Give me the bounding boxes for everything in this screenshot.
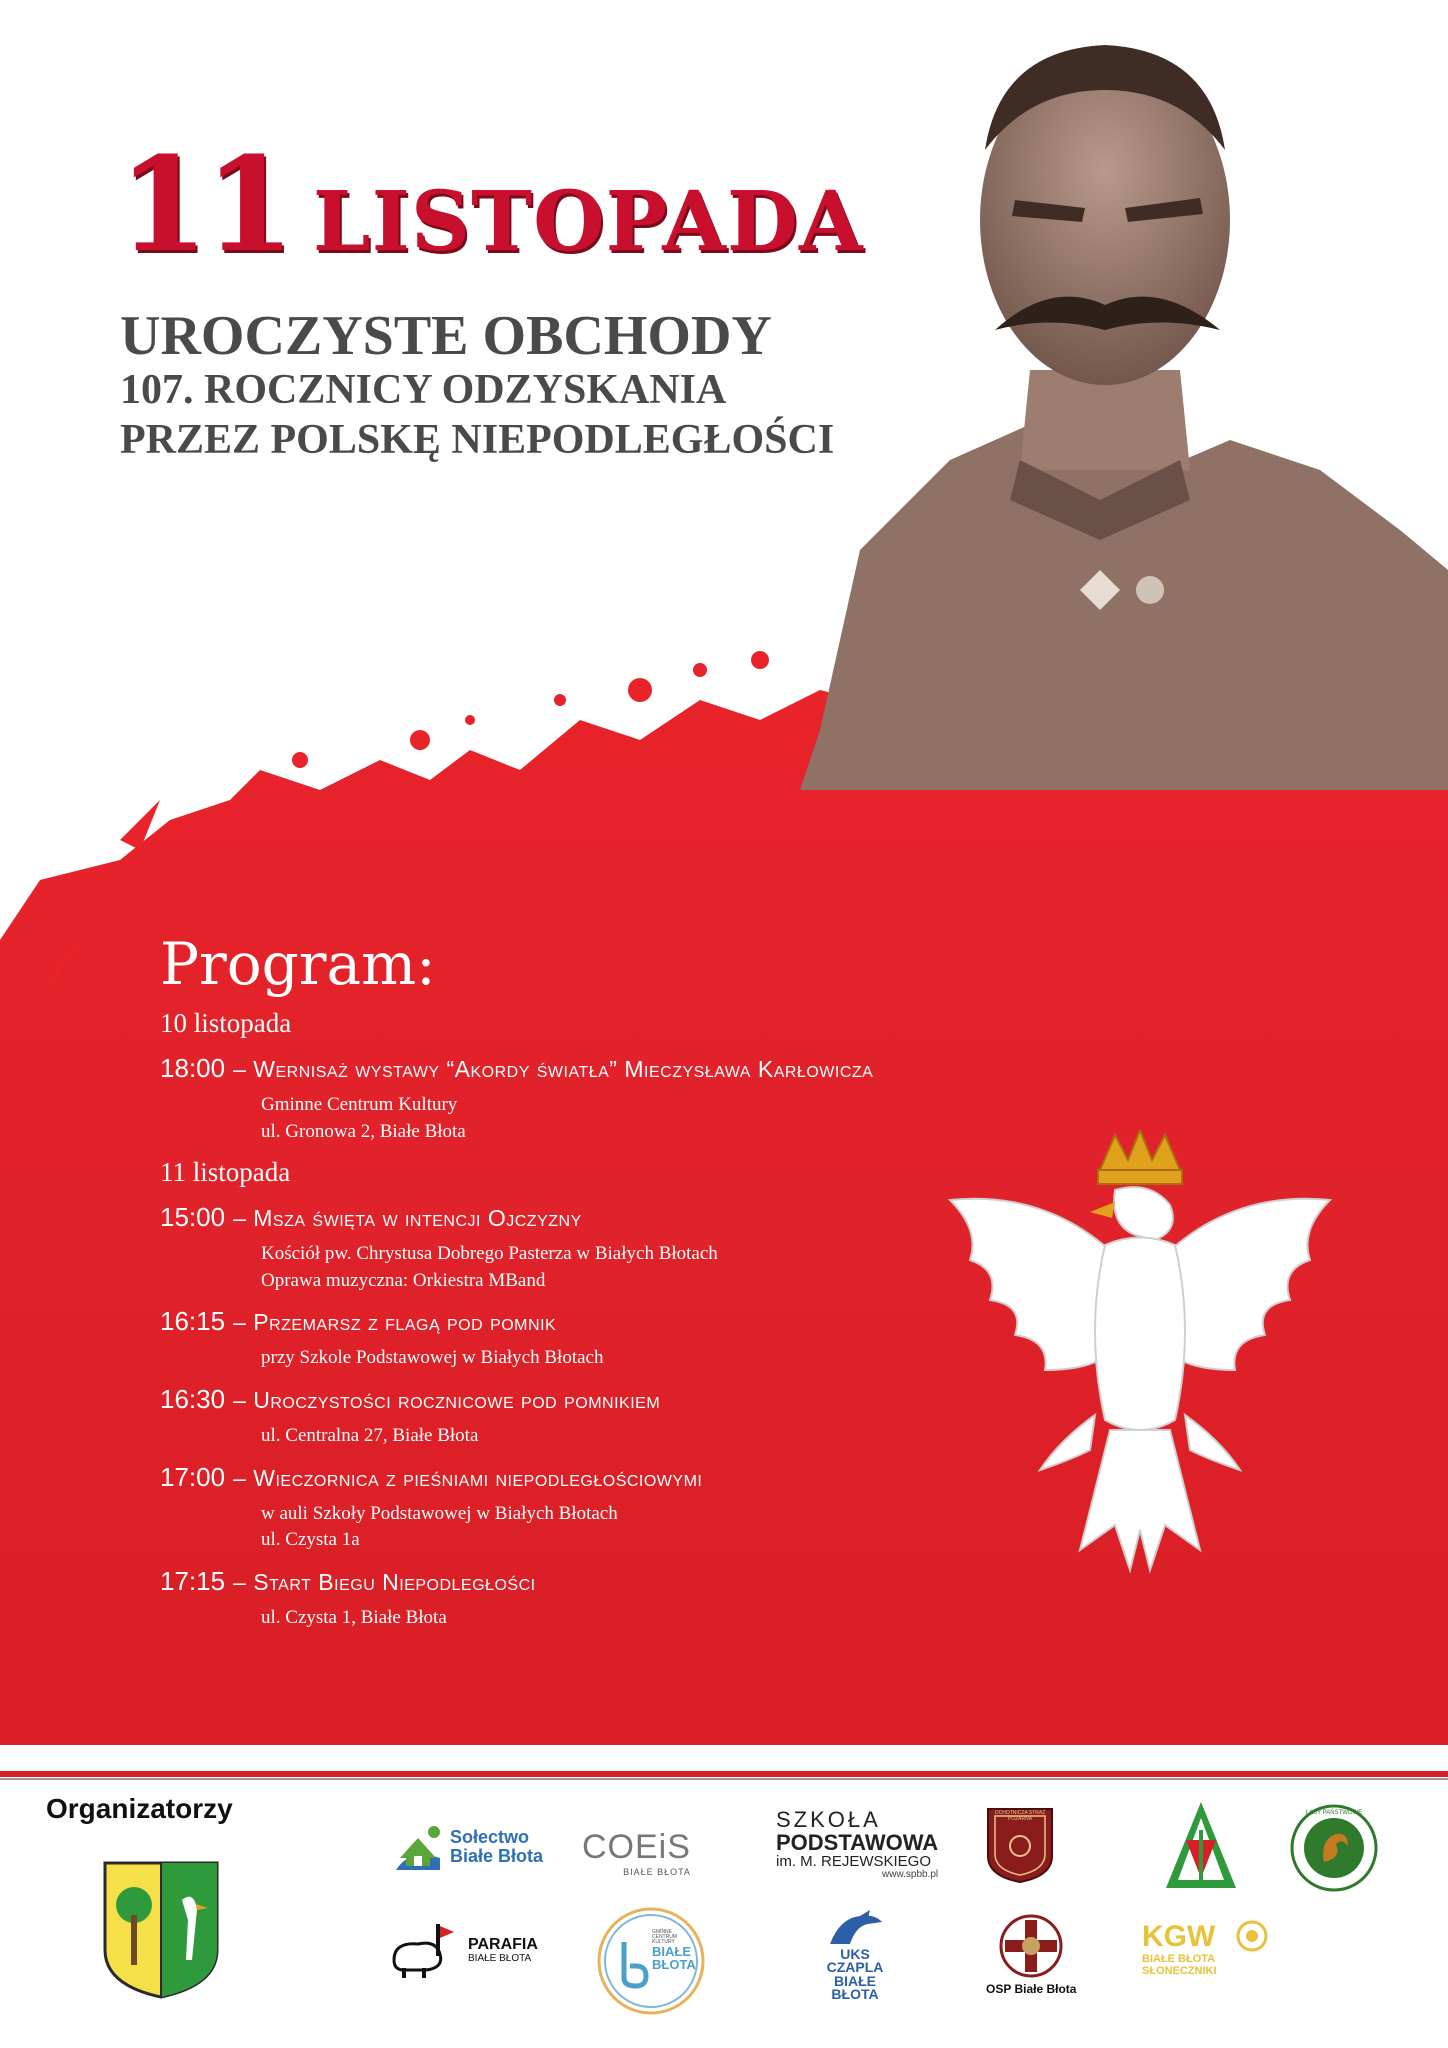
subtitle-line-2: 107. ROCZNICY ODZYSKANIA [120, 367, 727, 413]
event-detail: w auli Szkoły Podstawowej w Białych Błotach [261, 1502, 618, 1524]
coeis-place: BIAŁE BŁOTA [623, 1867, 691, 1877]
gck-place-2: BŁOTA [652, 1957, 696, 1972]
footer-divider-gray [0, 1778, 1448, 1780]
gck-name: GMINNE CENTRUM KULTURY [652, 1929, 677, 1945]
kgw-place: BIAŁE BŁOTA [1142, 1953, 1216, 1965]
osp-name: OSP Białe Błota [986, 1982, 1077, 1996]
event-detail: Gminne Centrum Kultury [261, 1094, 458, 1115]
white-eagle-emblem [930, 1130, 1350, 1610]
szkola-line-1: SZKOŁA [776, 1807, 881, 1832]
straz-name: OCHOTNICZA STRAŻ POŻARNA [994, 1810, 1046, 1822]
logo-lasy [1290, 1804, 1378, 1892]
event-title: – Uroczystości rocznicowe pod pomnikiem [233, 1386, 661, 1413]
logo-coeis [582, 1828, 691, 1877]
program-event [160, 1053, 980, 1145]
event-detail: przy Szkole Podstawowej w Białych Błotach [261, 1347, 604, 1369]
program-event [160, 1384, 980, 1450]
program-event [160, 1462, 980, 1554]
szkola-line-2: PODSTAWOWA [776, 1830, 939, 1856]
event-title: – Start Biegu Niepodległości [233, 1568, 536, 1595]
day-label-11: 11 listopada [160, 1157, 291, 1188]
event-detail: ul. Gronowa 2, Białe Błota [261, 1120, 466, 1142]
logo-green-triangle [1164, 1800, 1238, 1890]
solectwo-name: Sołectwo [450, 1827, 530, 1848]
squirrel-emblem-icon [1290, 1804, 1378, 1892]
parafia-name: PARAFIA [468, 1935, 538, 1953]
event-detail: Oprawa muzyczna: Orkiestra MBand [261, 1269, 546, 1291]
event-time: 16:15 [160, 1306, 226, 1337]
lasy-name: LASY PAŃSTWOWE [1305, 1810, 1363, 1816]
uks-line-3: BIAŁE [834, 1972, 876, 1989]
event-title: – Msza święta w intencji Ojczyzny [233, 1205, 582, 1232]
solectwo-place: Białe Błota [450, 1846, 544, 1866]
portrait-photo [800, 30, 1448, 790]
subtitle-line-3: PRZEZ POLSKĘ NIEPODLEGŁOŚCI [120, 417, 835, 463]
event-time: 15:00 [160, 1202, 226, 1233]
event-date-title [118, 128, 864, 281]
osp-cross-icon [999, 1914, 1063, 1978]
szkola-website: www.spbb.pl [882, 1868, 939, 1880]
organizers-label: Organizatorzy [46, 1793, 233, 1824]
gck-place-1: BIAŁE [652, 1944, 691, 1959]
event-month: LISTOPADA [312, 174, 864, 270]
coeis-name: COEiS [582, 1828, 691, 1866]
event-time: 17:15 [160, 1565, 226, 1596]
event-time: 17:00 [160, 1461, 226, 1492]
logo-osp [986, 1914, 1076, 1996]
lamb-icon [388, 1920, 462, 1980]
event-detail: ul. Czysta 1, Białe Błota [261, 1606, 447, 1628]
heron-icon [820, 1908, 890, 1948]
municipality-crest-icon [102, 1860, 220, 2000]
footer-divider-red [0, 1771, 1448, 1777]
uks-line-4: BŁOTA [831, 1985, 879, 2002]
logo-parafia [388, 1920, 538, 1980]
event-day: 11 [118, 128, 291, 281]
day-label-10: 10 listopada [160, 1008, 292, 1038]
subtitle-line-1: UROCZYSTE OBCHODY [120, 305, 772, 367]
szkola-line-3: im. M. REJEWSKIEGO [776, 1853, 932, 1871]
event-time: 18:00 [160, 1053, 226, 1083]
program-event [160, 1306, 980, 1372]
kgw-text [1142, 1920, 1217, 1977]
logo-solectwo [390, 1818, 543, 1876]
logo-uks [820, 1908, 890, 2001]
event-detail: Kościół pw. Chrystusa Dobrego Pasterza w Białych Błotach [261, 1243, 718, 1265]
event-title: – Przemarsz z flagą pod pomnik [233, 1309, 557, 1336]
program-section [160, 930, 980, 1643]
gck-text [652, 1930, 696, 1971]
program-heading: Program: [160, 930, 436, 998]
program-event [160, 1202, 980, 1294]
kgw-subtitle: SŁONECZNIKI [1142, 1965, 1217, 1978]
logo-szkola [776, 1808, 938, 1880]
uks-line-2: CZAPLA [826, 1959, 884, 1976]
kgw-name: KGW [1142, 1920, 1216, 1953]
event-detail: ul. Centralna 27, Białe Błota [261, 1424, 479, 1446]
event-title: – Wieczornica z pieśniami niepodległościowymi [233, 1464, 703, 1491]
solectwo-house-icon [390, 1818, 446, 1876]
event-title: – Wernisaż wystawy “Akordy światła” Mieczysława Karłowicza [233, 1056, 874, 1082]
uks-line-1: UKS [840, 1946, 870, 1962]
event-detail: ul. Czysta 1a [261, 1529, 360, 1551]
program-event [160, 1566, 980, 1632]
event-time: 16:30 [160, 1383, 226, 1414]
parafia-place: BIAŁE BŁOTA [468, 1953, 532, 1965]
scout-triangle-icon [1164, 1800, 1238, 1890]
